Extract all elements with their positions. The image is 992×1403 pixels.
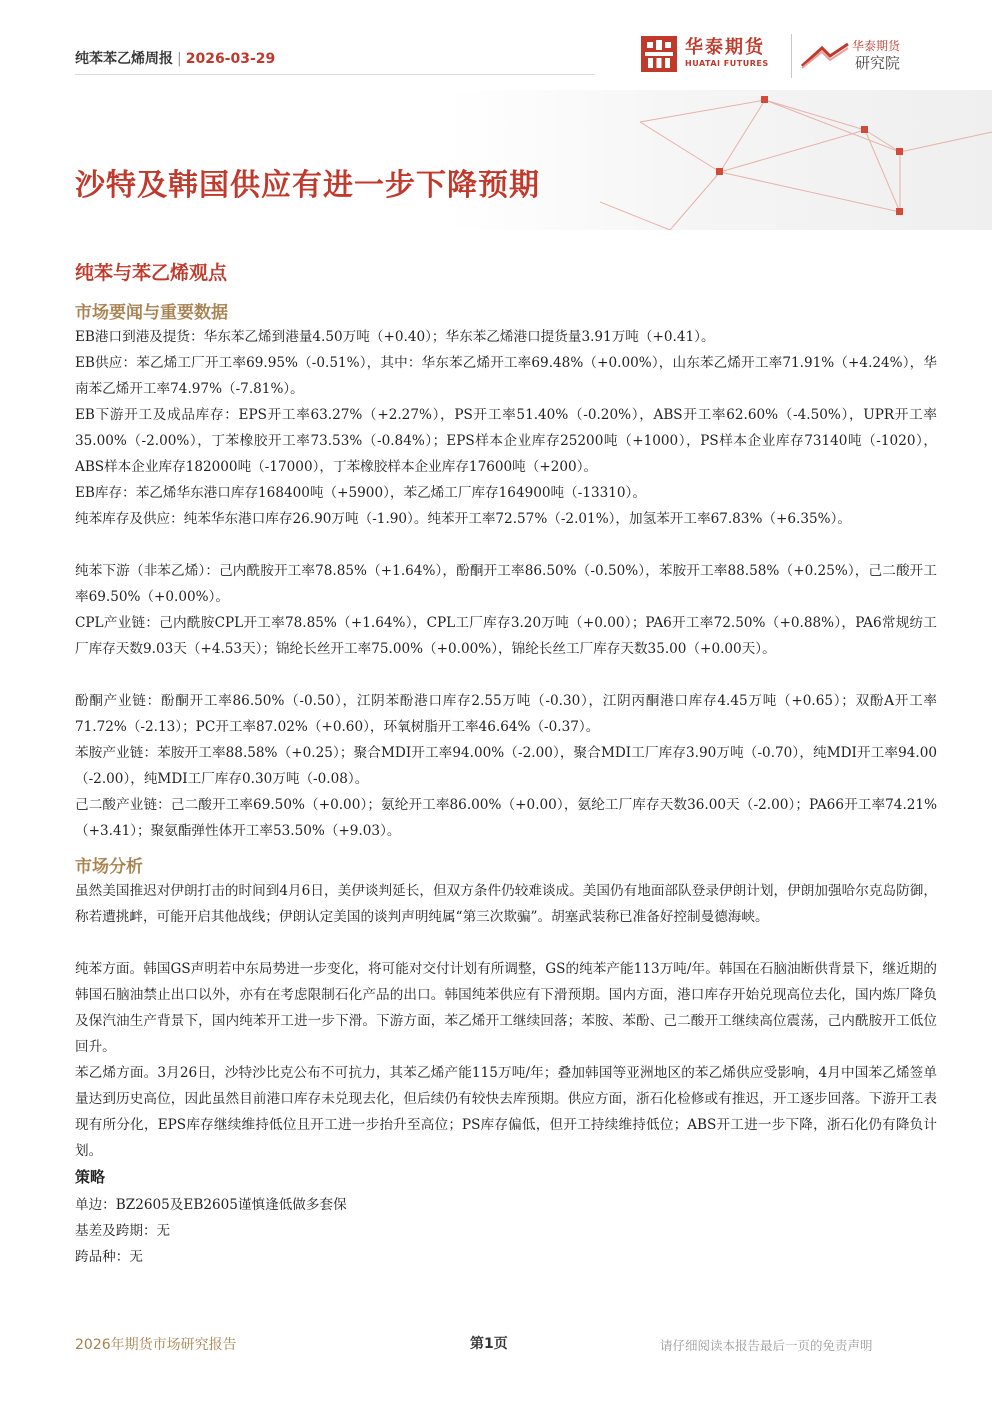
news-item: EB下游开工及成品库存：EPS开工率63.27%（+2.27%），PS开工率51.40%（-0.20%），ABS开工率62.60%（-4.50%），UPR开工率35.00%（-2.00%），丁苯橡胶开工率73.53%（-0.84%）；EPS样本企业库存25200吨（+1000），PS样本企业库存73140吨（-1020），ABS样本企业库存182000吨（-17000），丁苯橡胶样本企业库存17600吨（+200）。 [75, 407, 937, 475]
analysis-paragraph: 纯苯方面。韩国GS声明若中东局势进一步变化，将可能对交付计划有所调整，GS的纯苯产能113万吨/年。韩国在石脑油断供背景下，继近期的韩国石脑油禁止出口以外，亦有在考虑限制石化产品的出口。韩国纯苯供应有下滑预期。国内方面，港口库存开始兑现高位去化，国内炼厂降负及保汽油生产背景下，国内纯苯开工进一步下滑。下游方面，苯乙烯开工继续回落；苯胺、苯酚、己二酸开工继续高位震荡，己内酰胺开工低位回升。 [75, 961, 937, 1055]
company-name-cn: 华泰期货 [685, 37, 765, 58]
strategy-heading: 策略 [75, 1168, 106, 1186]
page-number: 第1页 [470, 1336, 508, 1352]
news-item: 纯苯库存及供应：纯苯华东港口库存26.90万吨（-1.90）。纯苯开工率72.57%（-2.01%），加氢苯开工率67.83%（+6.35%）。 [75, 511, 851, 527]
news-heading: 市场要闻与重要数据 [75, 303, 228, 323]
header-rule [75, 74, 595, 75]
analysis-heading: 市场分析 [75, 857, 143, 877]
news-item: 己二酸产业链：己二酸开工率69.50%（+0.00）；氨纶开工率86.00%（+0.00），氨纶工厂库存天数36.00天（-2.00）；PA66开工率74.21%（+3.41）；聚氨酯弹性体开工率53.50%（+9.03）。 [75, 797, 937, 839]
company-name-en: HUATAI FUTURES [685, 59, 769, 68]
strategy-item: 跨品种：无 [75, 1249, 143, 1265]
strategy-item: 单边：BZ2605及EB2605谨慎逢低做多套保 [75, 1197, 347, 1213]
institute-name: 研究院 [855, 54, 901, 72]
institute-logo [800, 38, 900, 72]
news-item: EB港口到港及提货：华东苯乙烯到港量4.50万吨（+0.40）；华东苯乙烯港口提货量3.91万吨（+0.41）。 [75, 329, 715, 345]
section-title: 纯苯与苯乙烯观点 [75, 262, 228, 284]
logo-divider [791, 34, 792, 78]
footer-report-type: 2026年期货市场研究报告 [75, 1337, 237, 1353]
news-item: 纯苯下游（非苯乙烯）：己内酰胺开工率78.85%（+1.64%），酚酮开工率86.50%（-0.50%），苯胺开工率88.58%（+0.25%），己二酸开工率69.50%（+0.00%）。 [75, 563, 937, 605]
report-header [75, 48, 275, 68]
analysis-paragraph: 苯乙烯方面。3月26日，沙特沙比克公布不可抗力，其苯乙烯产能115万吨/年；叠加韩国等亚洲地区的苯乙烯供应受影响，4月中国苯乙烯签单量达到历史高位，因此虽然目前港口库存未兑现去化，但后续仍有较快去库预期。供应方面，浙石化检修或有推迟，开工逐步回落。下游开工表现有所分化，EPS库存继续维持低位且开工进一步抬升至高位；PS库存偏低，但开工持续维持低位；ABS开工进一步下降，浙石化仍有降负计划。 [75, 1065, 937, 1159]
header-separator: | [177, 51, 182, 67]
strategy-item: 基差及跨期：无 [75, 1223, 171, 1239]
news-item: EB供应：苯乙烯工厂开工率69.95%（-0.51%），其中：华东苯乙烯开工率69.48%（+0.00%），山东苯乙烯开工率71.91%（+4.24%），华南苯乙烯开工率74.97%（-7.81%）。 [75, 355, 937, 397]
news-item: CPL产业链：己内酰胺CPL开工率78.85%（+1.64%），CPL工厂库存3.20万吨（+0.00）；PA6开工率72.50%（+0.88%），PA6常规纺工厂库存天数9.03天（+4.53天）；锦纶长丝开工率75.00%（+0.00%），锦纶长丝工厂库存天数35.00（+0.00天）。 [75, 615, 937, 657]
report-date: 2026-03-29 [185, 51, 276, 67]
huatai-futures-logo [641, 36, 769, 72]
news-item: 苯胺产业链：苯胺开工率88.58%（+0.25）；聚合MDI开工率94.00%（-2.00），聚合MDI工厂库存3.90万吨（-0.70），纯MDI开工率94.00（-2.00），纯MDI工厂库存0.30万吨（-0.08）。 [75, 745, 937, 787]
news-item: EB库存：苯乙烯华东港口库存168400吨（+5900），苯乙烯工厂库存164900吨（-13310）。 [75, 485, 646, 501]
huatai-logo-icon [641, 36, 677, 72]
disclaimer-note: 请仔细阅读本报告最后一页的免责声明 [660, 1338, 873, 1353]
network-decoration [600, 92, 992, 230]
analysis-paragraph: 虽然美国推迟对伊朗打击的时间到4月6日，美伊谈判延长，但双方条件仍较难谈成。美国仍有地面部队登录伊朗计划，伊朗加强哈尔克岛防御，称若遭挑衅，可能开启其他战线；伊朗认定美国的谈判声明纯属“第三次欺骗”。胡塞武装称已准备好控制曼德海峡。 [75, 883, 937, 925]
news-item: 酚酮产业链：酚酮开工率86.50%（-0.50），江阴苯酚港口库存2.55万吨（-0.30），江阴丙酮港口库存4.45万吨（+0.65）；双酚A开工率71.72%（-2.13）；PC开工率87.02%（+0.60），环氧树脂开工率46.64%（-0.37）。 [75, 693, 937, 735]
report-name: 纯苯苯乙烯周报 [75, 51, 173, 67]
institute-sub: 华泰期货 [852, 39, 901, 53]
document-title: 沙特及韩国供应有进一步下降预期 [75, 168, 540, 203]
institute-arrow-icon [800, 40, 850, 70]
